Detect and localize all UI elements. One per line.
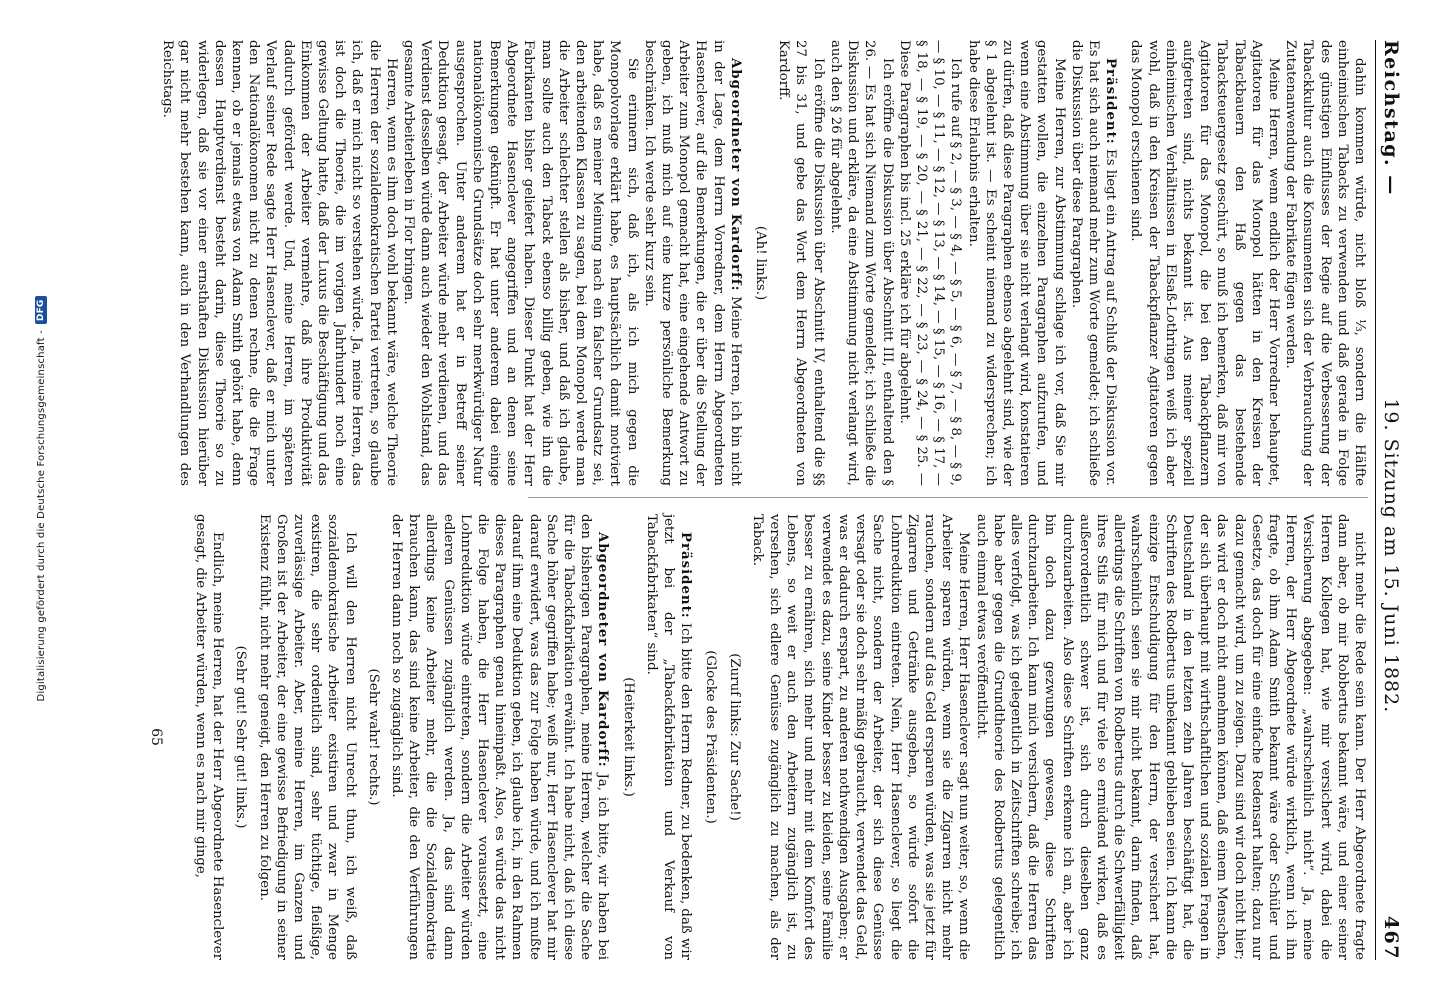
paragraph (775, 40, 827, 486)
interjection (702, 514, 719, 960)
header-center: 19. Sitzung am 15. Juni 1882. (1380, 398, 1402, 714)
paragraph-text: (Sehr gut! Sehr gut! links.) (233, 645, 249, 829)
paragraph (964, 40, 1067, 486)
signature-mark: 65 (148, 728, 164, 746)
left-column (159, 40, 1368, 486)
speaker-name: Abgeordneter von Kardorff: (727, 58, 743, 292)
paragraph-text: nicht mehr die Rede sein kann. Der Herr Abgeordnete fragte dann aber, ob mir Robbertus bekannt wäre, und einer seiner Herren Kollegen hat, wie mir versichert wird, dabei die Versicherung abgegeben: „wahrscheinlich nicht“. Ja, meine Herren, der Herr Abgeordnete würde wirklich, wenn ich ihn fragte, ob ihm Adam Smith bekannt wäre oder Schüler und Gesetze, das doch für eine einfache Redensart halten; dazu nur dazu gemacht wird, um zu zeigen. Dazu sind wir doch nicht hier; das wird er doch nicht annehmen können, daß einem Menschen, der sich überhaupt mit wirthschaftlichen und sozialen Fragen in Deutschland in den letzten zehn Jahren beschäftigt hat, die Schriften des Rodbertus unbekannt geblieben seien. Ich kann die einzige Entschuldigung für den Herrn, der versichert hat, wahrscheinlich seien sie mir nicht bekannt, darin finden, daß allerdings die Schriften von Rodbertus durch die Schwerfälligkeit ihres Stils für mich und für viele so ermüdend wirken, daß es außerordentlich schwer ist, sich durch dieselben ganz durchzuarbeiten. Also diese Schriften erkenne ich an, aber ich bin doch dazu gezwungen gewesen, diese Schriften durchzuarbeiten. Ich kann mich versichern, daß die Herren das alles verfolgt, was ich gelegentlich in Zeitschriften schreibe; ich habe aber gegen die Grundtheorie des Rodbertus gelegentlich auch einmal etwas veröffentlicht. (973, 514, 1367, 960)
paragraph (641, 40, 744, 486)
paragraph-text: Meine Herren, Herr Hasenclever sagt nun weiter, so, wenn die Arbeiter sparen würden, wenn sie die Zigarren nicht mehr rauchen, sondern auf das Geld ersparen würden, was sie jetzt für Zigarren und Getränke ausgeben, so würde sofort die Lohnreduktion eintreten. Nein, Herr Hasenclever, so liegt die Sache nicht, sondern der Arbeiter, der sich diese Genüsse versagt oder sie doch sehr mäßig gebraucht, verwendet das Geld, was er dadurch erspart, zu anderen nothwendigen Ausgaben; er verwendet es dazu, seine Kinder besser zu kleiden, seine Familie besser zu ernähren, sich mehr und mehr mit dem Komfort des Lebens, so weit er auch den Arbeitern zugänglich ist, zu versehen, sich edlere Genüsse zugänglich zu machen, als der Taback. (749, 514, 972, 960)
speaker-name: Abgeordneter von Kardorff: (595, 532, 611, 768)
interjection (365, 514, 382, 960)
paragraph-text: Meine Herren, wenn endlich der Herr Vorredner behauptet, Agitatoren für das Monopol hätten in den Kreisen der Tabackbauern den Haß gegen das bestehende Tabacksteuergesetz geschürt, so muß ich bemerken, daß mir von Agitatoren für das Monopol, die bei den Tabackpflanzern aufgetreten sind, nichts bekannt ist. Aus meiner speziell einheimischen Verhältnissen in Elsaß-Lothringen weiß ich aber wohl, daß in den Kreisen der Tabackpflanzer Agitatoren gegen das Monopol erschienen sind. (1128, 40, 1281, 486)
interjection (619, 514, 636, 960)
interjection (752, 40, 769, 486)
paragraph-text: dahin kommen würde, nicht bloß ⅓, sondern die Hälfte einheimischen Tabacks zu verwenden und daß gerade in Folge des günstigen Einflusses der Regie auf die Verbesserung der Tabackkultur auch die Konsumenten sich der Verbrauchung der Zutatenanwendung der Fabrikate fügen werden. (1283, 40, 1367, 486)
paragraph (159, 40, 400, 486)
paragraph-text: Sie erinnern sich, daß ich, als ich mich gegen die Monopolvorlage erklärt habe, es hauptsächlich damit motiviert habe, daß es meiner Meinung nach ein falscher Grundsatz sei, den arbeitenden Klassen zu sagen, bei dem Monopol werde man die Arbeiter schlechter stellen als bisher, und daß ich glaube, man sollte auch den Taback ebenso billig geben, wie ihn die Fabrikanten bisher geliefert haben. Dieser Punkt hat der Herr Abgeordnete Hasenclever angegriffen und an denen seine Bemerkungen geknüpft. Er hat unter anderem dabei einige nationalökonomische Grundsätze doch sehr merkwürdiger Natur ausgesprochen. Unter anderem hat er in Betreff seiner Deduktion gesagt, der Arbeiter würde mehr verdienen, und das Verdienst desselben würde dann auch wieder den Wohlstand, das gesamte Arbeiterleben in Flor bringen. (401, 40, 640, 486)
paragraph-text: Meine Herren, ich bin nicht in der Lage, dem Herrn Vorredner, dem Herrn Abgeordneten Hasenclever, auf die Bemerkungen, die er über die Stellung der Arbeiter zum Monopol gemacht hat, eine eingehende Antwort zu geben, ich muß mich auf eine kurze persönliche Bemerkung beschränken. Ich werde sehr kurz sein. (641, 40, 743, 487)
paragraph-text: (Sehr wahr! rechts.) (365, 668, 381, 806)
paragraph-text: Endlich, meine Herren, hat der Herr Abgeordnete Hasenclever gesagt, die Arbeiter würden, wenn es nach mir ginge, (193, 514, 226, 960)
paragraph-text: Meine Herren, zur Abstimmung schlage ich vor, daß Sie mir gestatten wollen, die einzelnen Paragraphen aufzurufen, und wenn eine Abstimmung über sie nicht verlangt wird, konstatieren zu dürfen, daß diese Paragraphen ebenso abgelehnt sind, wie der § 1 abgelehnt ist. — Es scheint niemand zu widersprechen; ich habe diese Erlaubnis erhalten. (965, 40, 1067, 486)
dfg-footer (23, 4, 59, 994)
dfg-credit-text: Digitalisierung gefördert durch die Deutsche Forschungsgemeinschaft - (35, 330, 47, 702)
paragraph (388, 514, 612, 960)
interjection (232, 514, 249, 960)
paragraph-text: Ich rufe auf § 2, — § 3, — § 4, — § 5, — § 6, — § 7, — § 8, — § 9, — § 10, — § 11, — § 12, — § 13, — § 14, — § 15, — § 16, — § 17, — § 18, — § 19, — § 20, — § 21, — § 22, — § 23, — § 24, — § 25. — Diese Paragraphen bis incl. 25 erkläre ich für abgelehnt. (896, 40, 964, 486)
paragraph-text: Ich eröffne die Diskussion über Abschnitt III, enthaltend den § 26. — Es hat sich Niemand zum Worte gemeldet; ich schließe die Diskussion und erkläre, da eine Abstimmung nicht verlangt wird, auch den § 26 für abgelehnt. (827, 40, 895, 486)
paragraph-text: Ja, ich bitte, wir haben bei den bisherigen Paragraphen, meine Herren, welcher die Sache für die Tabackfabrikation erwähnt. Ich habe nicht, daß ich diese Sache höher gegriffen habe; weiß nur, Herr Hasenclever hat mir darauf erwidert, was das zur Folge haben würde, und ich mußte darauf ihm eine Deduktion geben, ich glaube ich, in den Rahmen dieses Paragraphen genau hineinpaßt. Also, es würde das nicht die Folge haben, die Herr Hasenclever voraussetzt, eine Lohnreduktion würde eintreten, sondern die Arbeiter würden edleren Genüssen zugänglich werden. Ja, das sind dann allerdings keine Arbeiter mehr, die die Sozialdemokratie brauchen kann, das sind keine Arbeiter, die den Verführungen der Herren dann noch so zugänglich sind. (389, 514, 611, 961)
paragraph (972, 514, 1368, 960)
paragraph-text: Ich eröffne die Diskussion über Abschnitt IV, enthaltend die §§ 27 bis 31, und gebe das Wort dem Herrn Abgeordneten von Kardorff. (776, 40, 826, 486)
paragraph (255, 514, 358, 960)
right-column (192, 514, 1368, 960)
speaker-name: Präsident: (678, 532, 694, 619)
paragraph (400, 40, 641, 486)
dfg-logo: DFG (35, 296, 47, 324)
paragraph-text: (Ah! links.) (753, 225, 769, 301)
speaker-name: Präsident: (1103, 58, 1119, 145)
header-left: Reichstag. — (1380, 40, 1402, 196)
paragraph (896, 40, 965, 486)
paragraph-text: Es liegt ein Antrag auf Schluß der Diskussion vor. Es hat sich auch niemand mehr zum Worte gemeldet; ich schließe die Diskussion über diese Paragraphen. (1068, 40, 1119, 486)
paragraph-text: (Heiterkeit links.) (620, 677, 636, 797)
paragraph-text: (Glocke des Präsidenten.) (703, 650, 719, 824)
interjection (725, 514, 742, 960)
paragraph (192, 514, 226, 960)
page-number: 467 (1380, 915, 1402, 960)
paragraph (1068, 40, 1120, 486)
paragraph (643, 514, 695, 960)
paragraph-text: Herren, wenn es ihm doch wohl bekannt wäre, welche Theorie die Herren der sozialdemokratischen Partei vertreten, so glaube ich, daß er mich nicht so verstehen würde. Ja, meine Herren, das ist doch die Theorie, die im vorigen Jahrhundert noch eine gewisse Geltung hatte, daß der Luxus die Beschäftigung und das Einkommen der Arbeiter vermehre, daß ihre Produktivität dadurch gefördert werde. Und, meine Herren, im späteren Verlauf seiner Rede sagte Herr Hasenclever, daß er mich unter den Nationalökonomen nicht zu denen rechne, die die Frage kennen, ob er jemals etwas von Adam Smith gehört habe, denn dessen Hauptverdienst besteht darin, diese Theorie so zu widerlegen, daß sie vor einer ernsthaften Diskussion hierüber gar nicht mehr bestehen kann, auch in den Verhandlungen des Reichstags. (160, 40, 399, 486)
paragraph-text: Ich bitte den Herrn Redner, zu bedenken, daß wir jetzt bei der „Tabackfabrikation und Verkauf von Tabackfabrikaten“ sind. (643, 514, 694, 960)
paragraph (827, 40, 896, 486)
column-divider (528, 497, 1368, 498)
paragraph (749, 514, 973, 960)
page-header (1375, 40, 1418, 960)
paragraph-text: Ich will den Herren nicht Unrecht thun, ich weiß, daß sozialdemokratische Arbeiter existiren und zwar in Menge existiren, die sehr ordentlich sind, sehr tüchtige, fleißige, zuverlässige Arbeiter. Aber, meine Herren, im Ganzen und Großen ist der Arbeiter, der eine gewisse Befriedigung in seiner Existenz fühlt, nicht mehr geneigt, den Herren zu folgen. (256, 514, 358, 960)
paragraph (1282, 40, 1368, 486)
paragraph-text: (Zuruf links: Zur Sache!) (726, 653, 742, 821)
paragraph (1127, 40, 1282, 486)
